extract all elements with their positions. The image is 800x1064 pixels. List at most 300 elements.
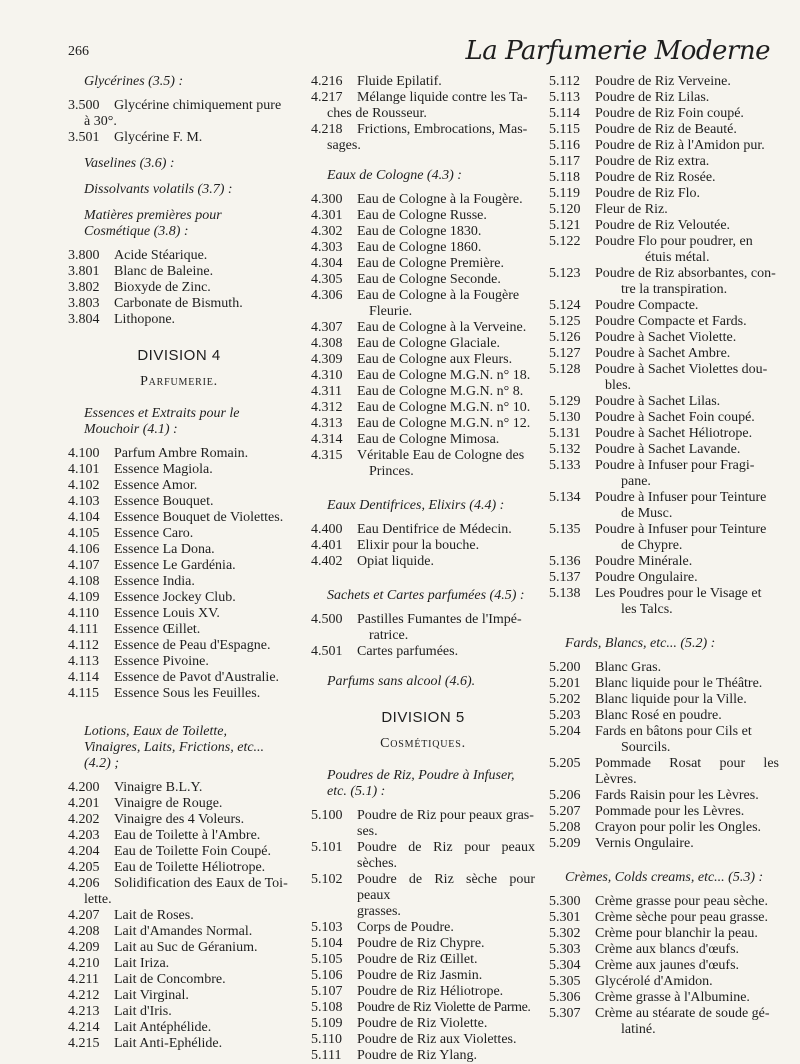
item-code: 4.200 <box>68 780 100 795</box>
item-continuation: ches de Rousseur. <box>327 106 427 121</box>
item-label: Lait d'Iris. <box>114 1004 172 1019</box>
item-label: Essence Caro. <box>114 526 194 541</box>
item-label: Eau de Cologne Seconde. <box>357 272 501 287</box>
item-label: Poudre à Infuser pour Fragi- <box>595 458 755 473</box>
list-item <box>311 808 535 824</box>
item-code: 4.110 <box>68 606 99 621</box>
item-label: Poudre à Sachet Violettes dou- <box>595 362 768 377</box>
list-item <box>68 462 290 478</box>
item-code: 3.500 <box>68 98 100 113</box>
item-code: 4.115 <box>68 686 99 701</box>
item-label: Blanc liquide pour le Théâtre. <box>595 676 763 691</box>
list-item <box>68 1036 290 1052</box>
list-item <box>68 876 290 892</box>
item-label: Essence Jockey Club. <box>114 590 236 605</box>
item-code: 5.130 <box>549 410 581 425</box>
list-item <box>68 940 290 956</box>
item-code: 5.134 <box>549 490 581 505</box>
item-code: 4.314 <box>311 432 343 447</box>
item-label: Fleur de Riz. <box>595 202 668 217</box>
item-label: Poudre de Riz pour peaux sèches. <box>357 840 535 871</box>
item-code: 5.106 <box>311 968 343 983</box>
list-item <box>68 686 290 702</box>
item-code: 4.215 <box>68 1036 100 1051</box>
item-label: Poudre de Riz Lilas. <box>595 90 710 105</box>
item-label: Poudre de Riz aux Violettes. <box>357 1032 517 1047</box>
list-item <box>549 708 779 724</box>
list-item <box>311 90 535 106</box>
item-continuation: à 30°. <box>84 114 117 129</box>
list-item <box>549 836 779 852</box>
list-item <box>68 312 290 328</box>
column-middle <box>311 74 535 1064</box>
list-item <box>311 384 535 400</box>
section-heading: Vaselines (3.6) : <box>84 156 175 171</box>
item-code: 5.304 <box>549 958 581 973</box>
item-code: 5.122 <box>549 234 581 249</box>
item-label: Lait Iriza. <box>114 956 170 971</box>
item-code: 5.209 <box>549 836 581 851</box>
list-item <box>311 554 535 570</box>
list-item <box>311 240 535 256</box>
list-item <box>311 256 535 272</box>
list-item <box>68 860 290 876</box>
item-code: 4.202 <box>68 812 100 827</box>
item-label: Pommade pour les Lèvres. <box>595 804 745 819</box>
item-label: Véritable Eau de Cologne des <box>357 448 525 463</box>
list-item <box>68 296 290 312</box>
item-code: 5.110 <box>311 1032 342 1047</box>
item-label: Poudre à Infuser pour Teinture <box>595 522 767 537</box>
item-label: Poudre de Riz Veloutée. <box>595 218 731 233</box>
item-label: Poudre de Riz Violette. <box>357 1016 488 1031</box>
list-item <box>549 330 779 346</box>
item-continuation: latiné. <box>621 1022 656 1037</box>
item-label: Poudre de Riz Flo. <box>595 186 700 201</box>
list-item <box>311 208 535 224</box>
list-item <box>549 990 779 1006</box>
item-code: 4.207 <box>68 908 100 923</box>
item-code: 4.307 <box>311 320 343 335</box>
item-label: Poudre de Riz Foin coupé. <box>595 106 744 121</box>
item-label: Eau Dentifrice de Médecin. <box>357 522 512 537</box>
division-subheading: Cosmétiques. <box>380 736 466 751</box>
item-code: 5.125 <box>549 314 581 329</box>
list-item <box>549 676 779 692</box>
list-item <box>311 1000 535 1016</box>
list-item <box>311 432 535 448</box>
item-code: 4.310 <box>311 368 343 383</box>
item-code: 4.500 <box>311 612 343 627</box>
list-item <box>68 670 290 686</box>
list-item <box>549 490 779 506</box>
item-label: Crème sèche pour peau grasse. <box>595 910 768 925</box>
item-label: Lait de Concombre. <box>114 972 226 987</box>
list-item <box>68 988 290 1004</box>
item-code: 4.300 <box>311 192 343 207</box>
item-code: 5.301 <box>549 910 581 925</box>
item-continuation: de Musc. <box>621 506 673 521</box>
item-code: 4.105 <box>68 526 100 541</box>
list-item <box>68 130 290 146</box>
item-label: Eau de Toilette Héliotrope. <box>114 860 266 875</box>
list-item <box>68 812 290 828</box>
list-item <box>68 542 290 558</box>
item-code: 5.108 <box>311 1000 343 1015</box>
item-code: 5.112 <box>549 74 580 89</box>
item-label: Essence India. <box>114 574 195 589</box>
list-item <box>68 828 290 844</box>
item-code: 5.109 <box>311 1016 343 1031</box>
item-code: 5.201 <box>549 676 581 691</box>
item-code: 5.305 <box>549 974 581 989</box>
item-code: 5.123 <box>549 266 581 281</box>
list-item <box>311 224 535 240</box>
item-label: Crème pour blanchir la peau. <box>595 926 758 941</box>
item-code: 5.203 <box>549 708 581 723</box>
item-continuation: de Chypre. <box>621 538 683 553</box>
item-label: Crème aux jaunes d'œufs. <box>595 958 740 973</box>
item-label: Lait Virginal. <box>114 988 189 1003</box>
list-item <box>311 1016 535 1032</box>
list-item <box>68 510 290 526</box>
item-code: 4.304 <box>311 256 343 271</box>
list-item <box>68 654 290 670</box>
list-item <box>68 574 290 590</box>
item-label: Lait d'Amandes Normal. <box>114 924 253 939</box>
list-item <box>311 612 535 628</box>
item-code: 4.114 <box>68 670 99 685</box>
item-label: Poudre à Sachet Ambre. <box>595 346 731 361</box>
item-label: Blanc liquide pour la Ville. <box>595 692 747 707</box>
item-label: Crème aux blancs d'œufs. <box>595 942 740 957</box>
item-label: Essence Le Gardénia. <box>114 558 236 573</box>
item-label: Poudre de Riz Violette de Parme. <box>357 1000 531 1015</box>
item-label: Eau de Cologne à la Verveine. <box>357 320 527 335</box>
item-label: Poudre à Sachet Foin coupé. <box>595 410 755 425</box>
list-item <box>549 298 779 314</box>
item-label: Poudre de Riz Œillet. <box>357 952 478 967</box>
item-label: Frictions, Embrocations, Mas- <box>357 122 528 137</box>
item-label: Lait Antéphélide. <box>114 1020 212 1035</box>
item-code: 5.116 <box>549 138 580 153</box>
item-code: 5.132 <box>549 442 581 457</box>
item-label: Crème au stéarate de soude gé- <box>595 1006 770 1021</box>
item-label: Poudre de Riz extra. <box>595 154 710 169</box>
list-item <box>549 74 779 90</box>
item-label: Opiat liquide. <box>357 554 434 569</box>
list-item <box>549 218 779 234</box>
section-heading: Sachets et Cartes parfumées (4.5) : <box>327 588 525 603</box>
item-label: Poudre à Sachet Héliotrope. <box>595 426 753 441</box>
item-label: Acide Stéarique. <box>114 248 208 263</box>
item-code: 5.137 <box>549 570 581 585</box>
list-item <box>549 362 779 378</box>
item-code: 5.302 <box>549 926 581 941</box>
item-code: 5.131 <box>549 426 581 441</box>
item-code: 4.101 <box>68 462 100 477</box>
item-label: Eau de Cologne Première. <box>357 256 504 271</box>
item-code: 4.306 <box>311 288 343 303</box>
item-label: Crème grasse à l'Albumine. <box>595 990 750 1005</box>
item-code: 4.208 <box>68 924 100 939</box>
item-continuation: sages. <box>327 138 361 153</box>
item-label: Essence de Pavot d'Australie. <box>114 670 280 685</box>
list-item <box>311 400 535 416</box>
item-code: 5.129 <box>549 394 581 409</box>
item-code: 4.112 <box>68 638 99 653</box>
item-label: Essence Œillet. <box>114 622 201 637</box>
item-label: Eau de Cologne à la Fougère. <box>357 192 523 207</box>
item-label: Poudre à Sachet Lilas. <box>595 394 721 409</box>
item-label: Crème grasse pour peau sèche. <box>595 894 768 909</box>
item-code: 4.311 <box>311 384 342 399</box>
item-code: 4.302 <box>311 224 343 239</box>
column-right <box>549 74 779 1038</box>
item-code: 4.315 <box>311 448 343 463</box>
item-code: 4.109 <box>68 590 100 605</box>
list-item <box>549 442 779 458</box>
list-item <box>311 336 535 352</box>
item-label: Carbonate de Bismuth. <box>114 296 243 311</box>
list-item <box>549 570 779 586</box>
item-code: 5.102 <box>311 872 343 887</box>
item-code: 5.200 <box>549 660 581 675</box>
list-item <box>549 138 779 154</box>
list-item <box>311 1032 535 1048</box>
item-label: Poudre Compacte. <box>595 298 699 313</box>
list-item <box>68 558 290 574</box>
item-code: 4.205 <box>68 860 100 875</box>
item-label: Essence Bouquet de Violettes. <box>114 510 284 525</box>
item-code: 4.203 <box>68 828 100 843</box>
list-item <box>311 122 535 138</box>
section-heading: Crèmes, Colds creams, etc... (5.3) : <box>565 870 764 885</box>
section-heading: Lotions, Eaux de Toilette, Vinaigres, Laits, Frictions, etc... (4.2) ; <box>84 724 265 771</box>
list-item <box>68 98 290 114</box>
item-label: Vernis Ongulaire. <box>595 836 694 851</box>
list-item <box>549 426 779 442</box>
list-item <box>549 522 779 538</box>
item-code: 5.119 <box>549 186 580 201</box>
item-code: 4.305 <box>311 272 343 287</box>
item-code: 5.202 <box>549 692 581 707</box>
list-item <box>68 972 290 988</box>
list-item <box>549 266 779 282</box>
list-item <box>549 724 779 740</box>
list-item <box>549 90 779 106</box>
section-heading: Glycérines (3.5) : <box>84 74 184 89</box>
item-label: Essence Magiola. <box>114 462 213 477</box>
item-code: 4.103 <box>68 494 100 509</box>
item-label: Eau de Cologne à la Fougère <box>357 288 520 303</box>
item-continuation: Sourcils. <box>621 740 671 755</box>
item-label: Poudre à Sachet Violette. <box>595 330 737 345</box>
item-label: Eau de Cologne Mimosa. <box>357 432 500 447</box>
item-label: Glycérolé d'Amidon. <box>595 974 713 989</box>
item-label: Eau de Cologne Glaciale. <box>357 336 501 351</box>
list-item <box>311 192 535 208</box>
item-code: 4.313 <box>311 416 343 431</box>
list-item <box>68 446 290 462</box>
section-heading: Dissolvants volatils (3.7) : <box>84 182 233 197</box>
item-label: Eau de Cologne Russe. <box>357 208 487 223</box>
column-left <box>68 74 290 1052</box>
item-code: 5.105 <box>311 952 343 967</box>
item-code: 4.400 <box>311 522 343 537</box>
list-item <box>68 796 290 812</box>
item-label: Fards Raisin pour les Lèvres. <box>595 788 759 803</box>
item-label: Poudre de Riz pour peaux gras- <box>357 808 534 823</box>
running-title: La Parfumerie Moderne <box>465 36 770 66</box>
item-code: 5.101 <box>311 840 343 855</box>
item-code: 4.108 <box>68 574 100 589</box>
item-label: Essence de Peau d'Espagne. <box>114 638 271 653</box>
item-label: Solidification des Eaux de Toi- <box>114 876 288 891</box>
list-item <box>549 122 779 138</box>
list-item <box>311 352 535 368</box>
item-label: Fards en bâtons pour Cils et <box>595 724 752 739</box>
item-code: 5.205 <box>549 756 581 771</box>
item-code: 4.111 <box>68 622 99 637</box>
item-label: Elixir pour la bouche. <box>357 538 480 553</box>
item-code: 5.306 <box>549 990 581 1005</box>
item-code: 5.127 <box>549 346 581 361</box>
item-label: Glycérine chimiquement pure <box>114 98 282 113</box>
item-label: Essence Sous les Feuilles. <box>114 686 261 701</box>
list-item <box>68 590 290 606</box>
item-label: Poudre Ongulaire. <box>595 570 698 585</box>
item-code: 5.126 <box>549 330 581 345</box>
list-item <box>68 264 290 280</box>
item-label: Essence Bouquet. <box>114 494 214 509</box>
item-code: 4.206 <box>68 876 100 891</box>
item-code: 5.117 <box>549 154 580 169</box>
section-heading: Matières premières pour Cosmétique (3.8) : <box>84 208 222 239</box>
list-item <box>549 926 779 942</box>
item-label: Poudre Flo pour poudrer, en <box>595 234 753 249</box>
item-label: Poudre Minérale. <box>595 554 693 569</box>
item-code: 5.120 <box>549 202 581 217</box>
item-continuation: les Talcs. <box>621 602 673 617</box>
item-code: 4.104 <box>68 510 100 525</box>
list-item <box>68 844 290 860</box>
list-item <box>549 660 779 676</box>
item-code: 4.501 <box>311 644 343 659</box>
list-item <box>549 234 779 250</box>
list-item <box>68 494 290 510</box>
item-label: Eau de Cologne M.G.N. n° 12. <box>357 416 531 431</box>
item-label: Blanc Gras. <box>595 660 662 675</box>
list-item <box>68 478 290 494</box>
item-label: Eau de Cologne 1860. <box>357 240 482 255</box>
section-heading: Poudres de Riz, Poudre à Infuser, etc. (5.1) : <box>327 768 515 799</box>
item-label: Poudre de Riz sèche pour peaux <box>357 872 535 903</box>
list-item <box>549 314 779 330</box>
item-label: Lait de Roses. <box>114 908 194 923</box>
item-label: Essence Louis XV. <box>114 606 220 621</box>
item-label: Essence La Dona. <box>114 542 215 557</box>
item-label: Eau de Toilette Foin Coupé. <box>114 844 272 859</box>
item-code: 5.135 <box>549 522 581 537</box>
list-item <box>549 586 779 602</box>
item-label: Poudre de Riz Héliotrope. <box>357 984 504 999</box>
item-label: Poudre de Riz Jasmin. <box>357 968 483 983</box>
list-item <box>311 1048 535 1064</box>
list-item <box>311 368 535 384</box>
item-label: Poudre de Riz absorbantes, con- <box>595 266 776 281</box>
item-label: Cartes parfumées. <box>357 644 459 659</box>
list-item <box>68 622 290 638</box>
item-label: Poudre de Riz Chypre. <box>357 936 485 951</box>
list-item <box>549 410 779 426</box>
item-code: 5.136 <box>549 554 581 569</box>
item-code: 4.100 <box>68 446 100 461</box>
item-label: Poudre de Riz à l'Amidon pur. <box>595 138 765 153</box>
item-code: 4.106 <box>68 542 100 557</box>
item-label: Poudre de Riz Verveine. <box>595 74 731 89</box>
list-item <box>549 106 779 122</box>
item-code: 4.401 <box>311 538 343 553</box>
list-item <box>549 820 779 836</box>
section-heading: Essences et Extraits pour le Mouchoir (4.1) : <box>84 406 240 437</box>
list-item <box>311 936 535 952</box>
item-code: 5.114 <box>549 106 580 121</box>
item-code: 4.312 <box>311 400 343 415</box>
item-code: 5.124 <box>549 298 581 313</box>
item-code: 5.115 <box>549 122 580 137</box>
list-item <box>549 1006 779 1022</box>
item-label: Eau de Cologne M.G.N. n° 18. <box>357 368 531 383</box>
item-label: Lait au Suc de Géranium. <box>114 940 258 955</box>
item-code: 4.218 <box>311 122 343 137</box>
item-continuation: ratrice. <box>369 628 409 643</box>
list-item <box>311 288 535 304</box>
list-item <box>549 202 779 218</box>
item-code: 5.111 <box>311 1048 342 1063</box>
list-item <box>68 1004 290 1020</box>
list-item <box>549 154 779 170</box>
item-continuation: bles. <box>605 378 632 393</box>
list-item <box>311 984 535 1000</box>
item-label: Les Poudres pour le Visage et <box>595 586 762 601</box>
item-label: Mélange liquide contre les Ta- <box>357 90 528 105</box>
item-label: Poudre à Infuser pour Teinture <box>595 490 767 505</box>
item-code: 5.100 <box>311 808 343 823</box>
list-item <box>549 458 779 474</box>
list-item <box>549 804 779 820</box>
item-label: Poudre de Riz de Beauté. <box>595 122 737 137</box>
list-item <box>68 780 290 796</box>
section-heading: Eaux Dentifrices, Elixirs (4.4) : <box>327 498 505 513</box>
item-label: Lithopone. <box>114 312 176 327</box>
list-item <box>68 908 290 924</box>
list-item <box>311 644 535 660</box>
list-item <box>549 346 779 362</box>
list-item <box>311 74 535 90</box>
item-code: 4.210 <box>68 956 100 971</box>
item-code: 4.113 <box>68 654 99 669</box>
list-item <box>68 526 290 542</box>
list-item <box>549 692 779 708</box>
item-code: 4.213 <box>68 1004 100 1019</box>
item-label: Poudre de Riz Ylang. <box>357 1048 478 1063</box>
item-continuation: Fleurie. <box>369 304 413 319</box>
item-code: 4.308 <box>311 336 343 351</box>
item-label: Eau de Cologne 1830. <box>357 224 482 239</box>
item-code: 4.303 <box>311 240 343 255</box>
item-code: 5.103 <box>311 920 343 935</box>
